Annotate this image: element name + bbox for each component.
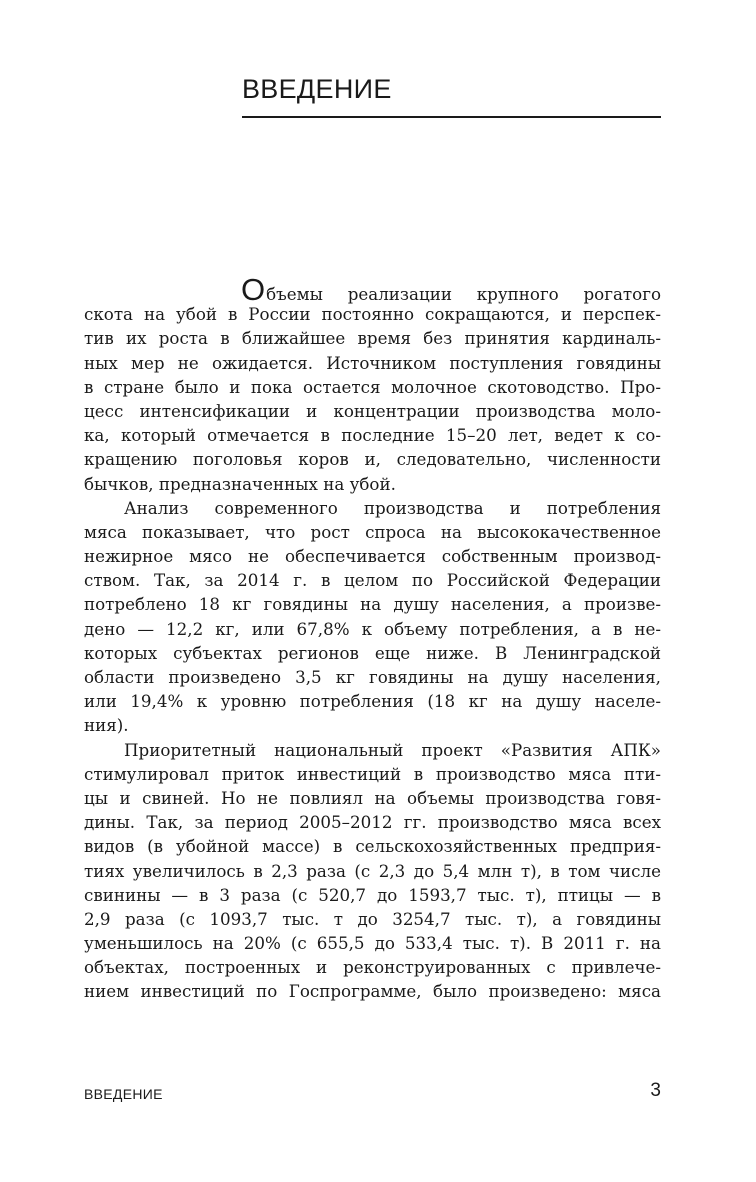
paragraph-1-line-1: [84, 272, 661, 307]
body-text: [84, 272, 661, 1004]
text-line: уменьшилось на 20% (с 655,5 до 533,4 тыс. т). В 2011 г. на: [84, 933, 661, 954]
text-line: свинины — в 3 раза (с 520,7 до 1593,7 тыс. т), птицы — в: [84, 884, 661, 905]
text-line: области произведено 3,5 кг говядины на душу населения,: [84, 667, 661, 687]
text-line: потреблено 18 кг говядины на душу населения, а произве-: [84, 594, 661, 615]
text-line: объектах, построенных и реконструированных с привлече-: [84, 957, 661, 978]
text-line: 2,9 раза (с 1093,7 тыс. т до 3254,7 тыс. т), а говядины: [84, 908, 661, 929]
paragraph-2-first-line: Анализ современного производства и потребления: [124, 497, 661, 518]
dropcap-letter: О: [241, 272, 266, 307]
text-line: ния).: [84, 715, 129, 736]
title-underline: [242, 116, 661, 118]
text-line: ством. Так, за 2014 г. в целом по Российской Федерации: [84, 570, 661, 591]
text-line: мяса показывает, что рост спроса на высококачественное: [84, 521, 661, 542]
text-line: нием инвестиций по Госпрограмме, было произведено: мяса: [84, 981, 661, 1002]
running-footer-title: ВВЕДЕНИЕ: [84, 1086, 163, 1102]
text-line: дины. Так, за период 2005–2012 гг. производство мяса всех: [84, 812, 661, 833]
text-line: цесс интенсификации и концентрации производства моло-: [84, 400, 661, 421]
chapter-title: ВВЕДЕНИЕ: [242, 74, 392, 104]
text-line: ка, который отмечается в последние 15–20 лет, ведет к со-: [84, 425, 661, 446]
text-line: нежирное мясо не обеспечивается собственным производ-: [84, 546, 661, 567]
paragraph-3-first-line: Приоритетный национальный проект «Развития АПК»: [124, 739, 661, 760]
text-line: ных мер не ожидается. Источником поступления говядины: [84, 352, 661, 373]
text-line: дено — 12,2 кг, или 67,8% к объему потребления, а в не-: [84, 618, 661, 639]
text-line: которых субъектах регионов еще ниже. В Ленинградской: [84, 642, 661, 663]
text-line: бычков, предназначенных на убой.: [84, 473, 396, 494]
text-line: скота на убой в России постоянно сокращаются, и перспек-: [84, 304, 661, 325]
text-line: в стране было и пока остается молочное скотоводство. Про-: [84, 376, 661, 397]
line-text: бъемы реализации крупного рогатого: [266, 284, 661, 304]
text-line: кращению поголовья коров и, следовательно, численности: [84, 449, 661, 470]
text-line: тиях увеличилось в 2,3 раза (с 2,3 до 5,4 млн т), в том числе: [84, 860, 661, 881]
text-line: или 19,4% к уровню потребления (18 кг на душу населе-: [84, 691, 661, 712]
text-line: стимулировал приток инвестиций в производство мяса пти-: [84, 763, 661, 784]
text-line: тив их роста в ближайшее время без принятия кардиналь-: [84, 328, 661, 349]
text-line: цы и свиней. Но не повлиял на объемы производства говя-: [84, 787, 661, 808]
text-line: видов (в убойной массе) в сельскохозяйственных предприя-: [84, 836, 661, 857]
page-number: 3: [650, 1080, 661, 1101]
